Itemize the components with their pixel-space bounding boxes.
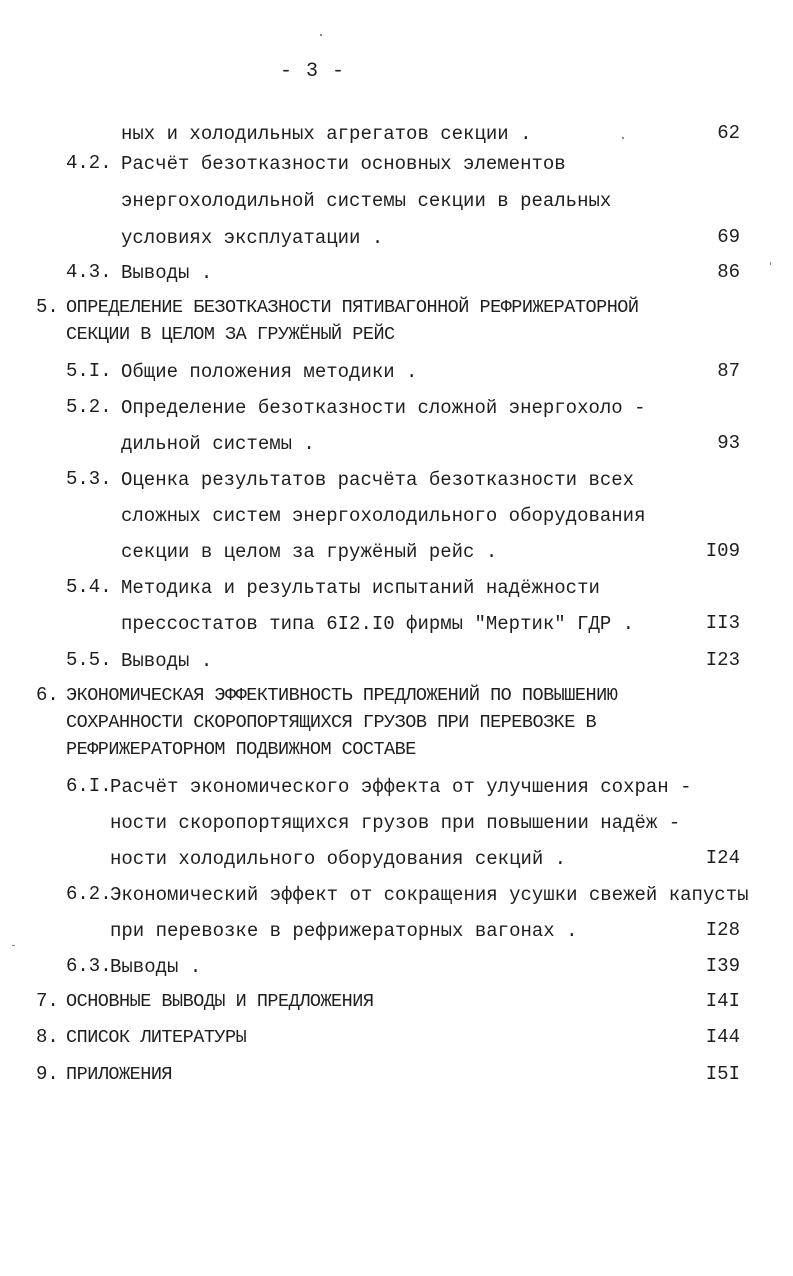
toc-number: 6.2. [66, 883, 112, 905]
toc-text: Определение безотказности сложной энергохоло - [121, 397, 646, 419]
toc-section-title: ЭКОНОМИЧЕСКАЯ ЭФФЕКТИВНОСТЬ ПРЕДЛОЖЕНИЙ ПО ПОВЫШЕНИЮ [66, 685, 618, 706]
toc-page-ref: I24 [705, 847, 740, 869]
toc-number: 6. [36, 684, 59, 706]
toc-text: Расчёт экономического эффекта от улучшения сохран - [110, 776, 692, 798]
toc-section-title: СПИСОК ЛИТЕРАТУРЫ [66, 1027, 247, 1048]
toc-text: ности холодильного оборудования секций . [110, 848, 567, 870]
page-number: - 3 - [280, 60, 346, 83]
toc-section-title: ПРИЛОЖЕНИЯ [66, 1064, 173, 1085]
toc-page-ref: I44 [705, 1026, 740, 1048]
toc-section-title: СЕКЦИИ В ЦЕЛОМ ЗА ГРУЖЁНЫЙ РЕЙС [66, 324, 395, 345]
toc-number: 5.5. [66, 649, 112, 671]
toc-number: 7. [36, 990, 59, 1012]
toc-text: Оценка результатов расчёта безотказности всех [121, 469, 635, 491]
toc-page-ref: 69 [717, 226, 740, 248]
toc-number: 5.I. [66, 360, 112, 382]
toc-number: 8. [36, 1026, 59, 1048]
toc-section-title: ОПРЕДЕЛЕНИЕ БЕЗОТКАЗНОСТИ ПЯТИВАГОННОЙ РЕФРИЖЕРАТОРНОЙ [66, 297, 639, 318]
toc-number: 5.2. [66, 396, 112, 418]
toc-section-title: РЕФРИЖЕРАТОРНОМ ПОДВИЖНОМ СОСТАВЕ [66, 739, 416, 760]
toc-text: при перевозке в рефрижераторных вагонах . [110, 920, 578, 942]
toc-text: Общие положения методики . [121, 361, 418, 383]
scan-speck [622, 137, 624, 139]
toc-page-ref: 93 [717, 432, 740, 454]
toc-text: прессостатов типа 6I2.I0 фирмы "Мертик" ГДР . [121, 613, 635, 635]
toc-number: 5. [36, 296, 59, 318]
toc-number: 9. [36, 1063, 59, 1085]
toc-page-ref: I5I [705, 1063, 740, 1085]
toc-text: Методика и результаты испытаний надёжности [121, 577, 600, 599]
toc-text: условиях эксплуатации . [121, 227, 384, 249]
toc-section-title: СОХРАННОСТИ СКОРОПОРТЯЩИХСЯ ГРУЗОВ ПРИ ПЕРЕВОЗКЕ В [66, 712, 597, 733]
toc-number: 5.3. [66, 468, 112, 490]
toc-number: 5.4. [66, 576, 112, 598]
toc-text: энергохолодильной системы секции в реальных [121, 190, 612, 212]
toc-page-ref: I23 [705, 649, 740, 671]
toc-text: Расчёт безотказности основных элементов [121, 153, 566, 175]
toc-page-ref: I39 [705, 955, 740, 977]
toc-number: 6.3. [66, 955, 112, 977]
toc-page-ref: II3 [705, 612, 740, 634]
toc-number: 4.2. [66, 152, 112, 174]
toc-number: 4.3. [66, 261, 112, 283]
toc-text: Выводы . [121, 262, 213, 284]
toc-page-ref: 62 [717, 122, 740, 144]
toc-text: Выводы . [121, 650, 213, 672]
toc-text: дильной системы . [121, 433, 315, 455]
toc-text: сложных систем энергохолодильного оборудования [121, 505, 646, 527]
toc-page-ref: I28 [705, 919, 740, 941]
toc-text: Экономический эффект от сокращения усушки свежей капусты [110, 884, 749, 906]
scan-speck [770, 262, 771, 265]
scan-speck [320, 34, 322, 36]
toc-page-ref: I4I [705, 990, 740, 1012]
toc-page-ref: 86 [717, 261, 740, 283]
toc-section-title: ОСНОВНЫЕ ВЫВОДЫ И ПРЕДЛОЖЕНИЯ [66, 991, 374, 1012]
toc-page-ref: 87 [717, 360, 740, 382]
toc-text: ности скоропортящихся грузов при повышении надёж - [110, 812, 681, 834]
toc-number: 6.I. [66, 775, 112, 797]
scan-speck [12, 945, 15, 946]
toc-page-ref: I09 [705, 540, 740, 562]
toc-text: Выводы . [110, 956, 202, 978]
toc-text: ных и холодильных агрегатов секции . [121, 123, 532, 145]
toc-text: секции в целом за гружёный рейс . [121, 541, 498, 563]
